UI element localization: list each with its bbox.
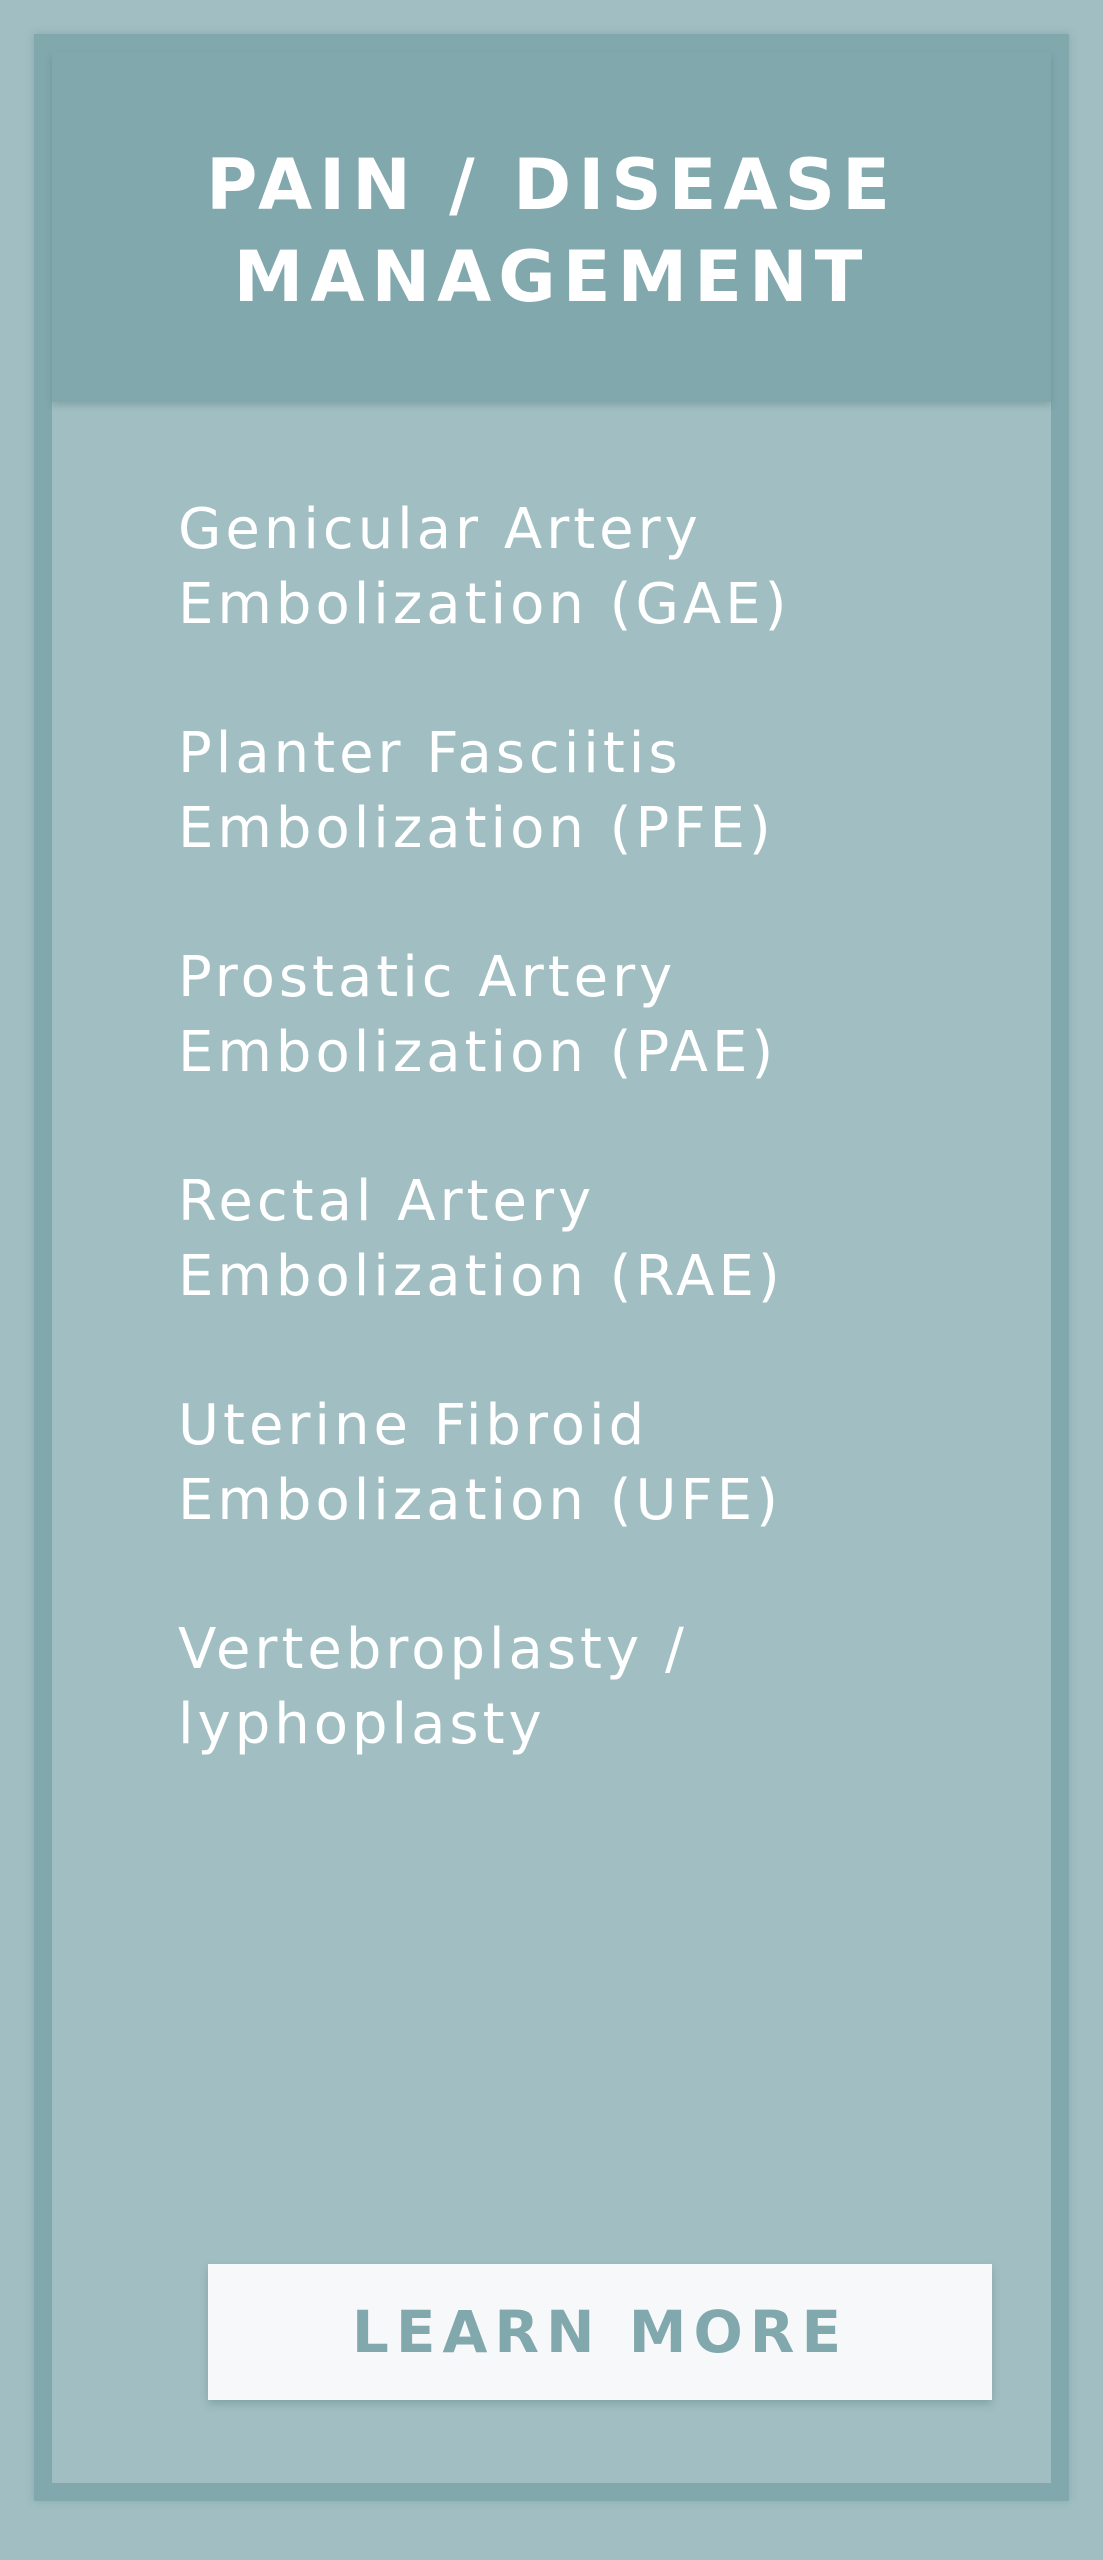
service-item-line2: Embolization (PFE) (178, 796, 775, 861)
service-item-line2: Embolization (UFE) (178, 1468, 782, 1533)
service-item-rae (178, 1164, 998, 1314)
service-item-pae (178, 940, 998, 1090)
service-item-pfe (178, 716, 998, 866)
service-item-line1: Planter Fasciitis (178, 721, 682, 786)
service-item-line1: Prostatic Artery (178, 945, 677, 1010)
service-item-line1: Vertebroplasty / (178, 1617, 688, 1682)
card-title-line1: PAIN / DISEASE (206, 144, 897, 226)
service-item-line2: Embolization (RAE) (178, 1244, 784, 1309)
service-item-line2: Embolization (PAE) (178, 1020, 778, 1085)
card-title (206, 131, 897, 323)
service-item-line2: Embolization (GAE) (178, 572, 791, 637)
service-list (178, 492, 998, 1836)
card-header (52, 52, 1051, 402)
service-item-line1: Uterine Fibroid (178, 1393, 649, 1458)
learn-more-button[interactable]: LEARN MORE (208, 2264, 992, 2400)
service-item-ufe (178, 1388, 998, 1538)
card-title-line2: MANAGEMENT (233, 236, 870, 318)
service-card (34, 34, 1069, 2501)
service-item-vertebroplasty (178, 1612, 998, 1762)
service-item-line2: lyphoplasty (178, 1692, 546, 1757)
service-item-line1: Rectal Artery (178, 1169, 596, 1234)
service-item-gae (178, 492, 998, 642)
service-item-line1: Genicular Artery (178, 497, 702, 562)
